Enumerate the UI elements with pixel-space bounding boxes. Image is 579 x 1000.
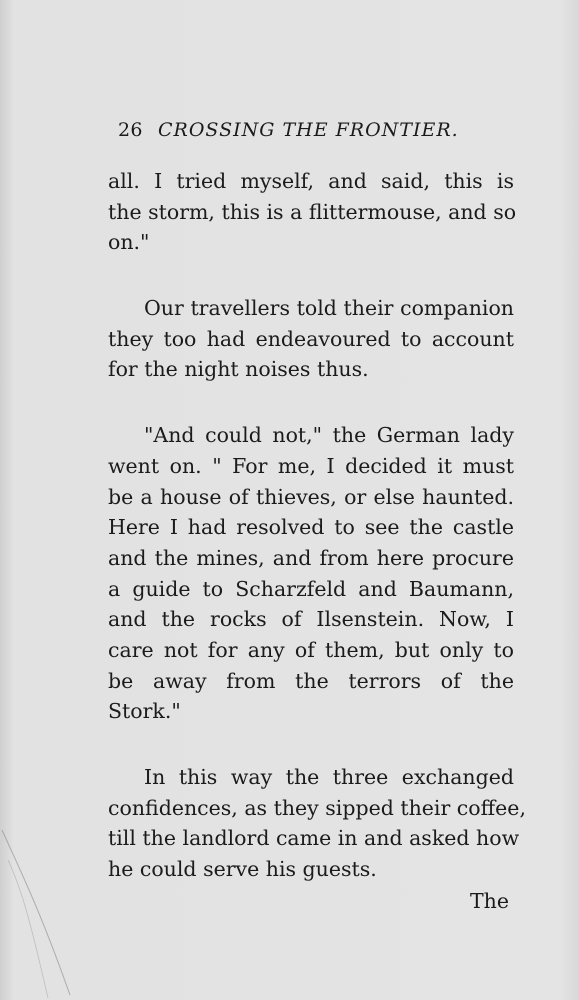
text-line: care not for any of them, but only to [108,637,514,662]
text-line: In this way the three exchanged [144,765,514,789]
text-line: Stork." [108,699,181,724]
text-line: went on. " For me, I decided it must [108,453,514,478]
paragraph [108,420,514,727]
text-line: they too had endeavoured to account [108,326,514,351]
catchword: The [469,889,509,913]
text-line: the storm, this is a flittermouse, and so [108,199,517,224]
paragraph-gap [108,727,514,762]
text-line: Here I had resolved to see the castle [108,515,514,540]
paragraph [108,762,526,885]
text-line: for the night noises thus. [108,357,369,382]
page-number: 26 [118,119,143,141]
paper-scratch-mark [0,820,90,1000]
text-line: and the rocks of Ilsenstein. Now, I [108,607,514,632]
running-title: CROSSING THE FRONTIER. [158,119,459,141]
text-line: be a house of thieves, or else haunted. [108,484,514,509]
text-line: and the mines, and from here procure [108,545,514,570]
body-text [108,166,526,885]
running-header [118,118,478,142]
text-line: all. I tried myself, and said, this is [108,169,514,193]
paragraph-gap [108,258,514,293]
paragraph-gap [108,385,514,420]
paragraph [108,166,517,258]
text-line: on." [108,230,150,255]
text-line: "And could not," the German lady [144,423,514,448]
text-line: be away from the terrors of the [108,668,514,693]
text-line: confidences, as they sipped their coffee, [108,795,526,820]
text-line: Our travellers told their companion [144,296,514,321]
text-line: a guide to Scharzfeld and Baumann, [108,576,514,601]
text-line: he could serve his guests. [108,857,377,882]
text-line: till the landlord came in and asked how [108,826,520,851]
paragraph [108,293,514,385]
